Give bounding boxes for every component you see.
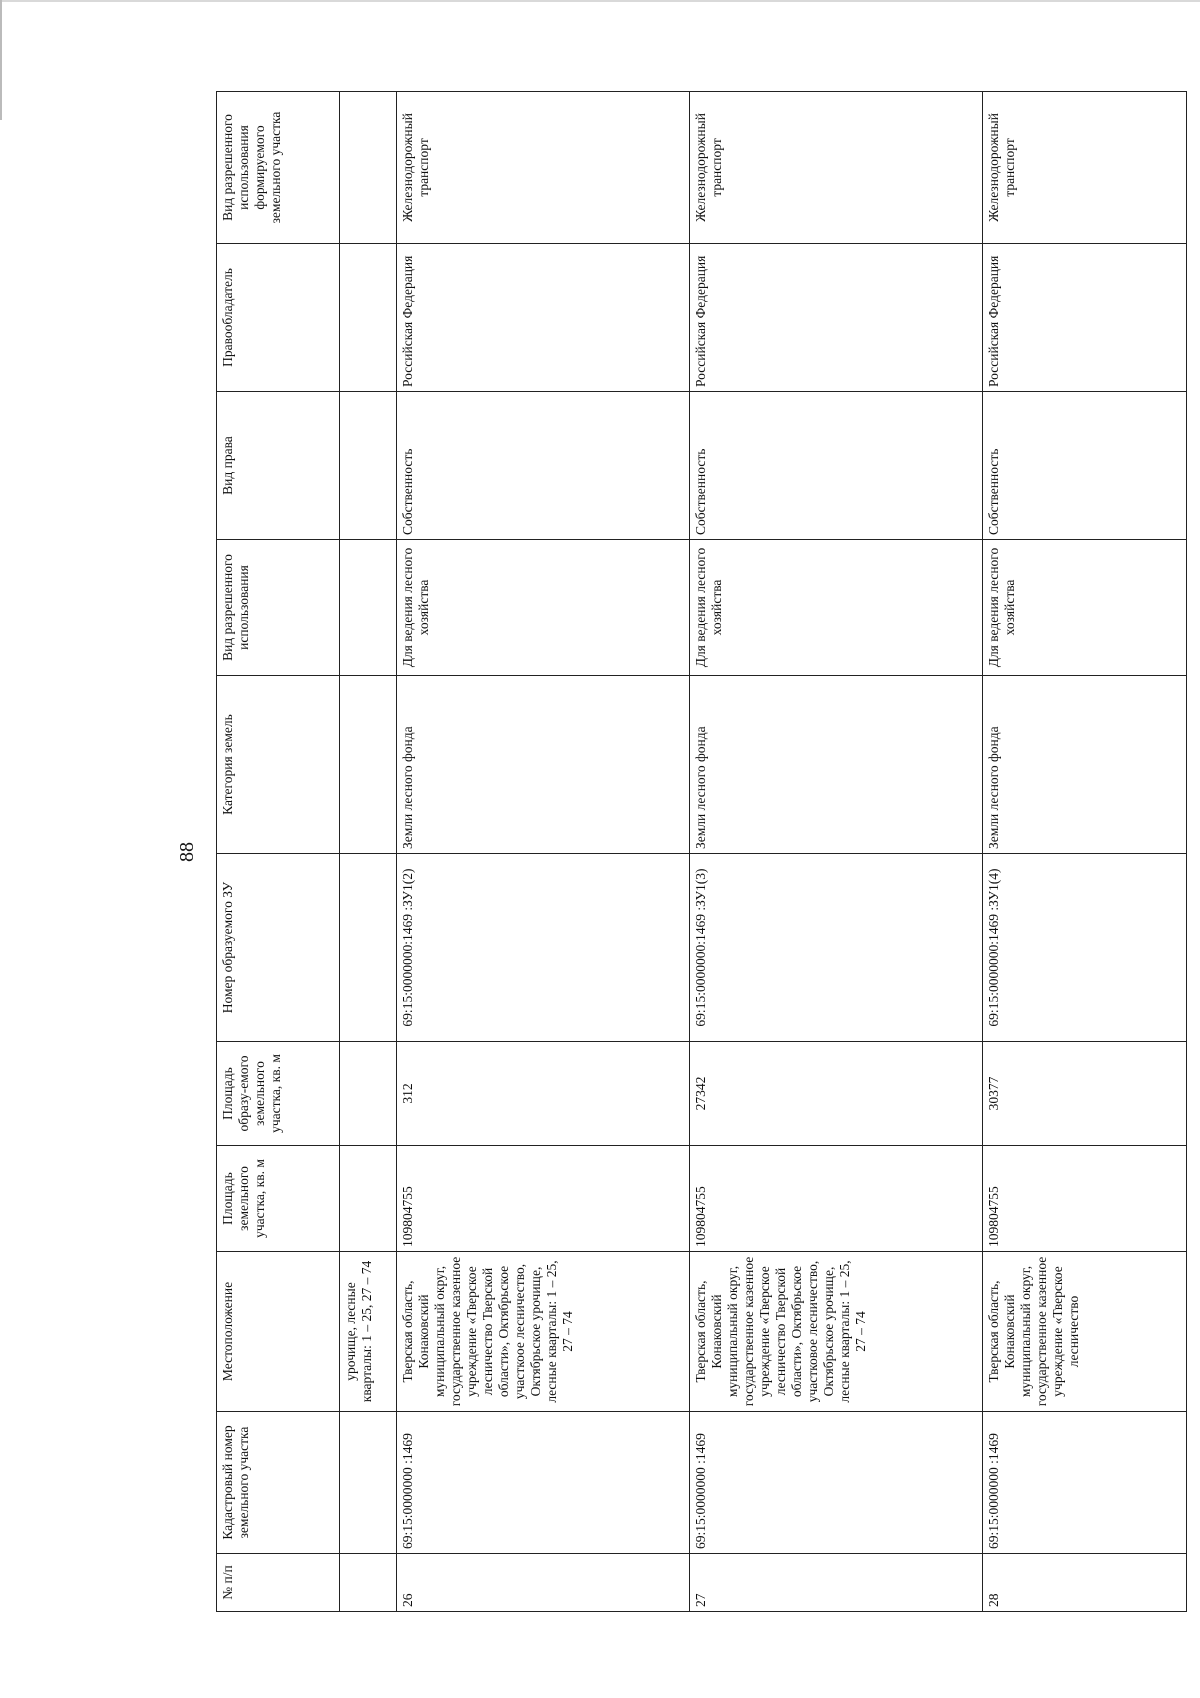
header-location: Местоположение — [217, 1252, 340, 1412]
cell-right: Собственность — [983, 392, 1187, 540]
rotated-page — [174, 92, 1196, 1612]
header-right: Вид права — [217, 392, 340, 540]
cell-right — [340, 392, 397, 540]
cell-area: 109804755 — [690, 1146, 983, 1252]
cell-new-number: 69:15:0000000:1469 :ЗУ1(3) — [690, 854, 983, 1042]
header-permitted-use: Вид разрешенного использования — [217, 540, 340, 676]
cell-area — [340, 1146, 397, 1252]
header-cadastral: Кадастровый номер земельного участка — [217, 1412, 340, 1554]
cell-permitted-use: Для ведения лесного хозяйства — [397, 540, 690, 676]
cell-location: Тверская область, Конаковский муниципальный округ, государственное казенное учреждение «Тверское лесничество — [983, 1252, 1187, 1412]
header-new-area: Площадь образу-емого земельного участка, кв. м — [217, 1042, 340, 1146]
cell-num — [340, 1554, 397, 1612]
cell-cadastral: 69:15:0000000 :1469 — [983, 1412, 1187, 1554]
cell-new-number: 69:15:0000000:1469 :ЗУ1(4) — [983, 854, 1187, 1042]
cell-category: Земли лесного фонда — [983, 676, 1187, 854]
page-number: 88 — [176, 842, 198, 862]
table-row-continuation — [340, 92, 397, 1612]
table-row — [397, 92, 690, 1612]
cell-num: 26 — [397, 1554, 690, 1612]
header-row — [217, 92, 340, 1612]
cell-category: Земли лесного фонда — [690, 676, 983, 854]
cell-num: 27 — [690, 1554, 983, 1612]
cell-area: 109804755 — [983, 1146, 1187, 1252]
table-row — [690, 92, 983, 1612]
header-area: Площадь земельного участка, кв. м — [217, 1146, 340, 1252]
cell-new-use: Железнодорожный транспорт — [690, 92, 983, 244]
cell-category: Земли лесного фонда — [397, 676, 690, 854]
cell-new-use: Железнодорожный транспорт — [983, 92, 1187, 244]
cell-new-area: 27342 — [690, 1042, 983, 1146]
cell-location: Тверская область, Конаковский муниципальный округ, государственное казенное учреждение «Тверское лесничество Тверской области», Октябрьское участкоое лесничество, Октябрьское урочище, лесные кварталы: 1 – 25, 27 – 74 — [397, 1252, 690, 1412]
cell-owner — [340, 244, 397, 392]
cell-permitted-use — [340, 540, 397, 676]
cell-new-area — [340, 1042, 397, 1146]
cell-category — [340, 676, 397, 854]
header-owner: Правообладатель — [217, 244, 340, 392]
cell-owner: Российская Федерация — [690, 244, 983, 392]
cell-cadastral: 69:15:0000000 :1469 — [397, 1412, 690, 1554]
cell-owner: Российская Федерация — [397, 244, 690, 392]
cell-owner: Российская Федерация — [983, 244, 1187, 392]
cell-right: Собственность — [397, 392, 690, 540]
scan-edge-left — [0, 0, 2, 120]
header-new-number: Номер образуемого ЗУ — [217, 854, 340, 1042]
cell-permitted-use: Для ведения лесного хозяйства — [690, 540, 983, 676]
cell-cadastral — [340, 1412, 397, 1554]
cell-new-number — [340, 854, 397, 1042]
cell-cadastral: 69:15:0000000 :1469 — [690, 1412, 983, 1554]
table-row — [983, 92, 1187, 1612]
cell-new-use — [340, 92, 397, 244]
cell-location: урочище, лесные кварталы: 1 – 25, 27 – 74 — [340, 1252, 397, 1412]
cell-right: Собственность — [690, 392, 983, 540]
header-category: Категория земель — [217, 676, 340, 854]
cell-num: 28 — [983, 1554, 1187, 1612]
cell-new-use: Железнодорожный транспорт — [397, 92, 690, 244]
header-new-use: Вид разрешенного использования формируемого земельного участка — [217, 92, 340, 244]
cell-new-area: 30377 — [983, 1042, 1187, 1146]
scan-edge-top — [0, 0, 1200, 2]
cell-new-number: 69:15:0000000:1469 :ЗУ1(2) — [397, 854, 690, 1042]
header-num: № п/п — [217, 1554, 340, 1612]
cell-permitted-use: Для ведения лесного хозяйства — [983, 540, 1187, 676]
cell-area: 109804755 — [397, 1146, 690, 1252]
cell-location: Тверская область, Конаковский муниципальный округ, государственное казенное учреждение «Тверское лесничество Тверской области», Октябрьское участковое лесничество, Октябрьское урочище, лесные кварталы: 1 – 25, 27 – 74 — [690, 1252, 983, 1412]
cell-new-area: 312 — [397, 1042, 690, 1146]
land-plot-table — [216, 91, 1187, 1612]
